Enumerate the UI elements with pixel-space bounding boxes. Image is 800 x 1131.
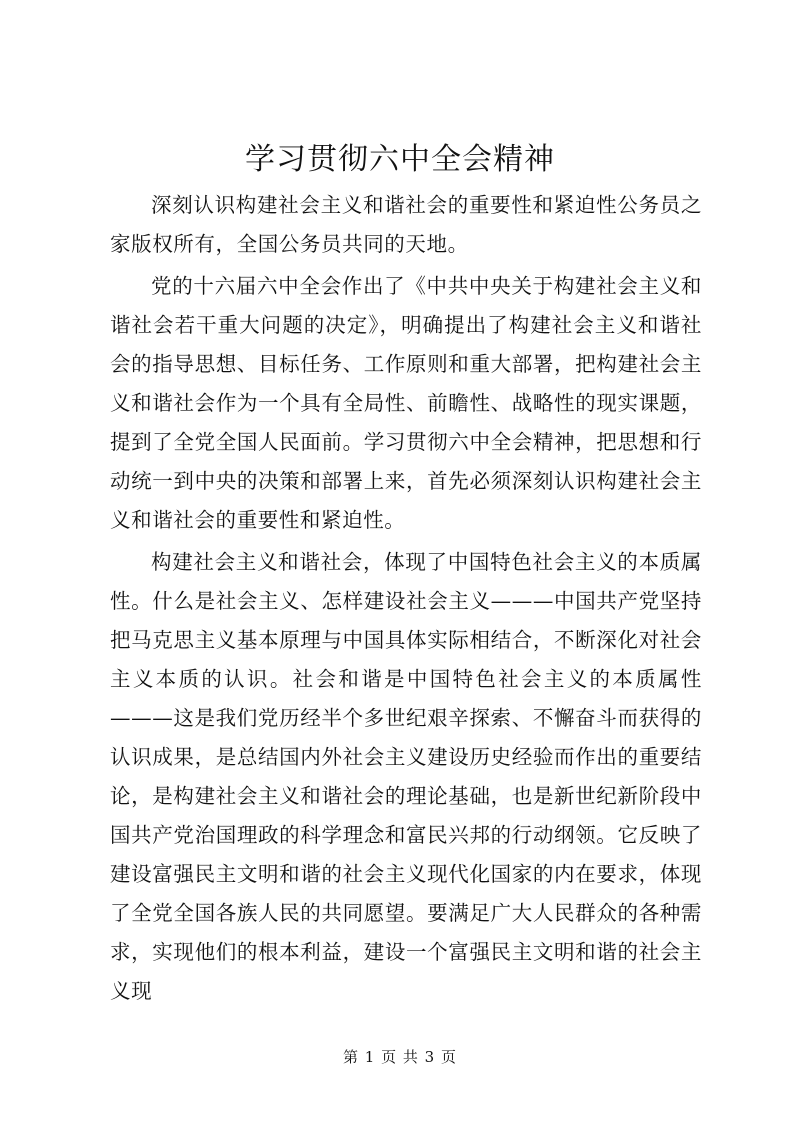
paragraph-2: 党的十六届六中全会作出了《中共中央关于构建社会主义和谐社会若干重大问题的决定》，明确提出了构建社会主义和谐社会的指导思想、目标任务、工作原则和重大部署，把构建社会主义和谐社会作为一个具有全局性、前瞻性、战略性的现实课题，提到了全党全国人民面前。学习贯彻六中全会精神，把思想和行动统一到中央的决策和部署上来，首先必须深刻认识构建社会主义和谐社会的重要性和紧迫性。 <box>110 274 702 532</box>
document-title: 学习贯彻六中全会精神 <box>245 142 555 177</box>
paragraph-1: 深刻认识构建社会主义和谐社会的重要性和紧迫性公务员之家版权所有，全国公务员共同的天地。 <box>110 193 702 256</box>
document-body <box>110 186 702 1014</box>
page-number-footer: 第 1 页 共 3 页 <box>343 1048 457 1066</box>
paragraph-3: 构建社会主义和谐社会，体现了中国特色社会主义的本质属性。什么是社会主义、怎样建设社会主义———中国共产党坚持把马克思主义基本原理与中国具体实际相结合，不断深化对社会主义本质的认识。社会和谐是中国特色社会主义的本质属性———这是我们党历经半个多世纪艰辛探索、不懈奋斗而获得的认识成果，是总结国内外社会主义建设历史经验而作出的重要结论，是构建社会主义和谐社会的理论基础，也是新世纪新阶段中国共产党治国理政的科学理念和富民兴邦的行动纲领。它反映了建设富强民主文明和谐的社会主义现代化国家的内在要求，体现了全党全国各族人民的共同愿望。要满足广大人民群众的各种需求，实现他们的根本利益，建设一个富强民主文明和谐的社会主义现 <box>110 550 702 1003</box>
